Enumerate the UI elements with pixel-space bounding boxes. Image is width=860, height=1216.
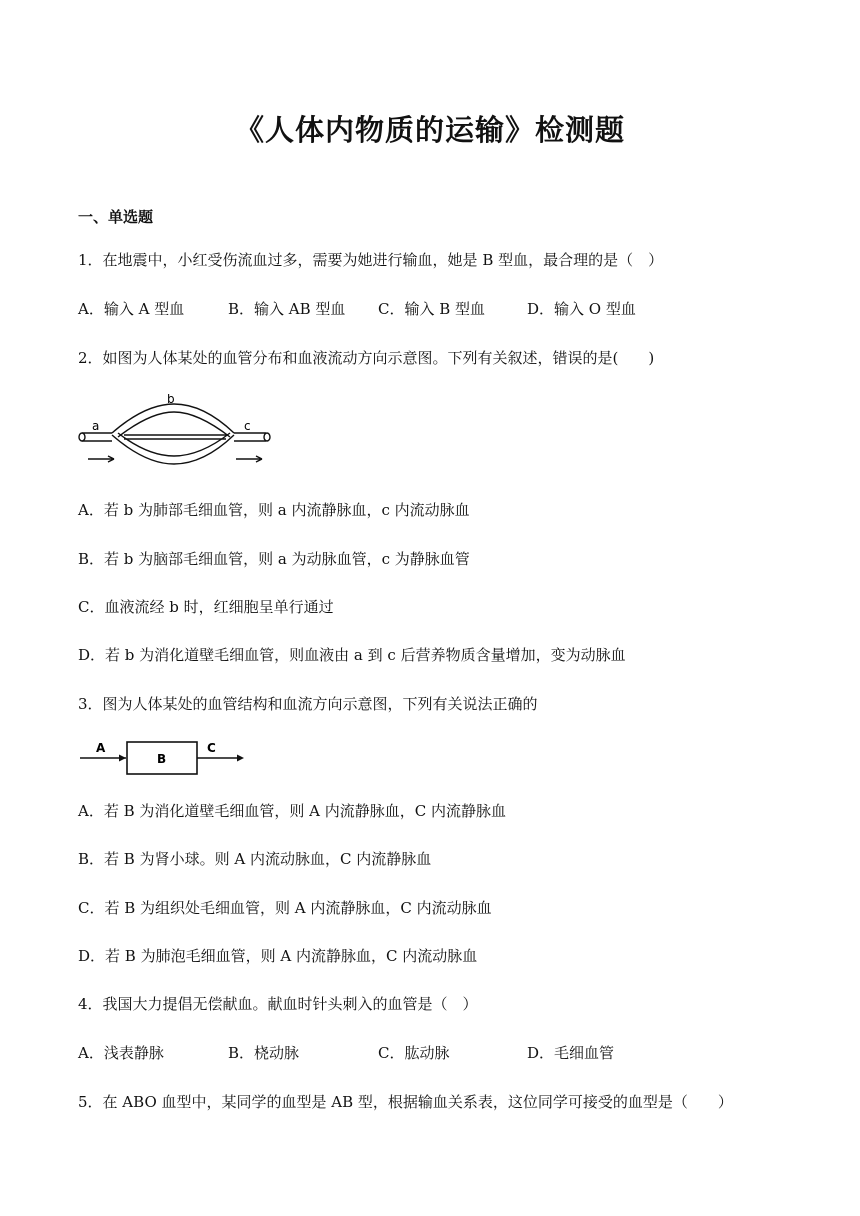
capillary-diagram (74, 394, 280, 468)
q4-option-d: D．毛细血管 (527, 1044, 615, 1062)
q4-option-b: B．桡动脉 (228, 1044, 300, 1062)
label-b: b (167, 394, 175, 406)
q4-option-a: A．浅表静脉 (78, 1044, 164, 1062)
q1-option-a: A．输入 A 型血 (78, 300, 185, 318)
q2-option-d: D．若 b 为消化道壁毛细血管，则血液由 a 到 c 后营养物质含量增加，变为动脉血 (78, 646, 626, 664)
label-A: A (96, 741, 106, 755)
q2-option-b: B．若 b 为脑部毛细血管，则 a 为动脉血管，c 为静脉血管 (78, 550, 470, 568)
vessel-flow-diagram (76, 738, 248, 778)
label-c: c (244, 419, 251, 433)
question-4-stem: 4．我国大力提倡无偿献血。献血时针头刺入的血管是（ ） (78, 995, 478, 1013)
q2-option-c: C．血液流经 b 时，红细胞呈单行通过 (78, 598, 334, 616)
page-title: 《人体内物质的运输》检测题 (234, 113, 625, 147)
section-heading: 一、单选题 (78, 208, 154, 226)
q3-option-c: C．若 B 为组织处毛细血管，则 A 内流静脉血，C 内流动脉血 (78, 899, 492, 917)
q3-option-a: A．若 B 为消化道壁毛细血管，则 A 内流静脉血，C 内流静脉血 (78, 802, 507, 820)
question-3-stem: 3．图为人体某处的血管结构和血流方向示意图，下列有关说法正确的 (78, 695, 538, 713)
q2-option-a: A．若 b 为肺部毛细血管，则 a 内流静脉血，c 内流动脉血 (78, 501, 470, 519)
question-5-stem: 5．在 ABO 血型中，某同学的血型是 AB 型，根据输血关系表，这位同学可接受的血型是（ ） (78, 1093, 733, 1111)
label-B: B (157, 752, 167, 766)
q1-option-b: B．输入 AB 型血 (228, 300, 346, 318)
label-C: C (207, 741, 216, 755)
q1-option-c: C．输入 B 型血 (378, 300, 486, 318)
q1-option-d: D．输入 O 型血 (527, 300, 636, 318)
question-1-stem: 1．在地震中，小红受伤流血过多，需要为她进行输血，她是 B 型血，最合理的是（ ） (78, 251, 664, 269)
q3-option-d: D．若 B 为肺泡毛细血管，则 A 内流静脉血，C 内流动脉血 (78, 947, 478, 965)
q4-option-c: C．肱动脉 (378, 1044, 450, 1062)
q3-option-b: B．若 B 为肾小球。则 A 内流动脉血，C 内流静脉血 (78, 850, 432, 868)
question-2-stem: 2．如图为人体某处的血管分布和血液流动方向示意图。下列有关叙述，错误的是( ) (78, 349, 655, 367)
label-a: a (92, 419, 100, 433)
